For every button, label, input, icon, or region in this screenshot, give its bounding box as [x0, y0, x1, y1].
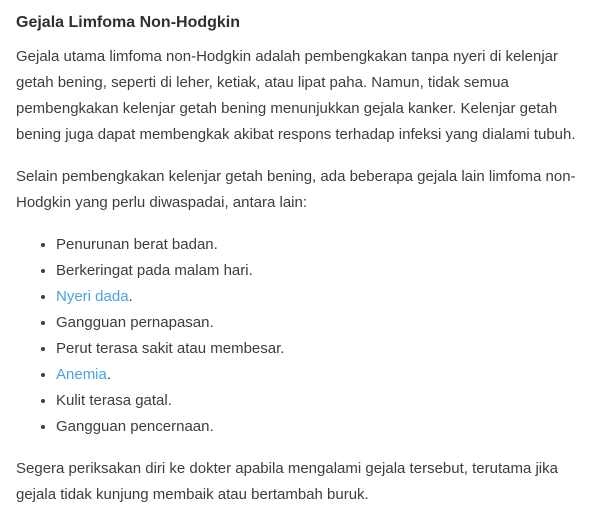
intro-paragraph: Gejala utama limfoma non-Hodgkin adalah pembengkakan tanpa nyeri di kelenjar getah bening, seperti di leher, ketiak, atau lipat paha. Namun, tidak semua pembengkakan kelenjar getah bening menunjukkan gejala kanker. Kelenjar getah bening juga dapat membengkak akibat respons terhadap infeksi yang dialami tubuh. [16, 48, 576, 143]
symptom-text: Gangguan pencernaan. [56, 418, 214, 435]
symptom-suffix: . [106, 366, 112, 383]
advice-paragraph: Segera periksakan diri ke dokter apabila mengalami gejala tersebut, terutama jika gejala tidak kunjung membaik atau bertambah buruk. [16, 460, 558, 503]
symptom-text: Penurunan berat badan. [56, 236, 218, 253]
section-heading: Gejala Limfoma Non-Hodgkin [16, 14, 241, 31]
list-item [56, 284, 584, 310]
symptoms-intro-paragraph: Selain pembengkakan kelenjar getah bening, ada beberapa gejala lain limfoma non-Hodgkin yang perlu diwaspadai, antara lain: [16, 168, 576, 211]
list-item [56, 362, 584, 388]
symptom-text: Perut terasa sakit atau membesar. [56, 340, 285, 357]
symptom-text: Gangguan pernapasan. [56, 314, 214, 331]
list-item [56, 336, 584, 362]
anemia-link[interactable]: Anemia [56, 366, 107, 383]
list-item [56, 414, 584, 440]
symptom-suffix: . [128, 288, 133, 305]
nyeri-dada-link[interactable]: Nyeri dada [56, 288, 129, 305]
list-item [56, 232, 584, 258]
list-item [56, 258, 584, 284]
symptom-list [16, 232, 584, 440]
list-item [56, 388, 584, 414]
symptom-text: Berkeringat pada malam hari. [56, 262, 253, 279]
list-item [56, 310, 584, 336]
symptom-text: Kulit terasa gatal. [56, 392, 172, 409]
